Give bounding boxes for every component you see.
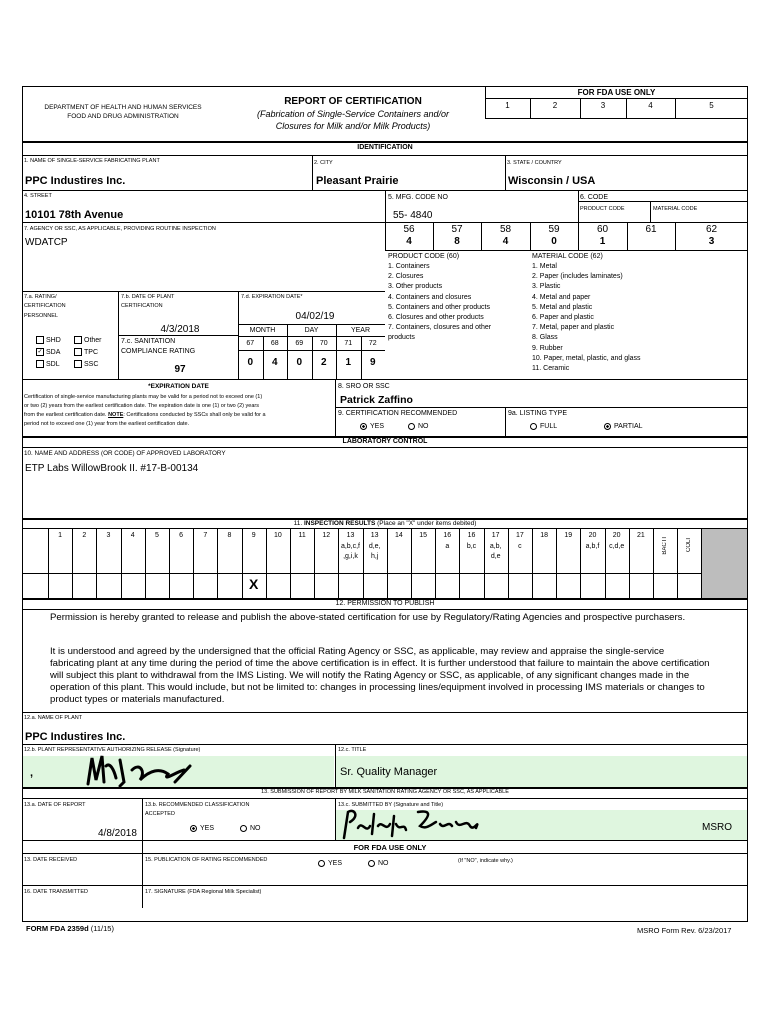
code-col-57: 57	[451, 224, 463, 235]
code-col-62: 62	[705, 224, 718, 235]
year-header: YEAR	[350, 327, 371, 334]
inspection-sub: a,b,f	[585, 543, 600, 550]
fda-col-1: 1	[505, 101, 510, 110]
inspection-sub: a,b,c,f ,g,i,k	[340, 543, 361, 560]
exp-digit: 1	[345, 357, 352, 368]
listing-full-radio[interactable]	[530, 423, 537, 430]
mfg-code-value: 55- 4840	[393, 210, 433, 221]
date-received-label: 13. DATE RECEIVED	[24, 857, 78, 863]
exp-divider	[263, 336, 264, 379]
inspection-divider	[314, 528, 315, 598]
inspection-divider	[193, 528, 194, 598]
code-value-59: 0	[551, 236, 557, 247]
inspection-divider	[532, 528, 533, 598]
sdl-checkbox[interactable]	[36, 360, 44, 368]
inspection-divider	[387, 528, 388, 598]
plant-name-value: PPC Industires Inc.	[25, 175, 126, 187]
code-value-57: 8	[454, 236, 460, 247]
inspection-col-20: 20	[612, 532, 621, 539]
inspection-col-3: 3	[106, 532, 111, 539]
code-divider	[530, 222, 531, 250]
exp-divider	[287, 324, 288, 379]
inspection-sub: c	[518, 543, 522, 550]
product-code-item: 2. Closures	[388, 273, 424, 281]
inspection-divider	[169, 528, 170, 598]
title-label: 12.c. TITLE	[338, 747, 367, 753]
fda-col-divider	[675, 98, 676, 119]
date-transmitted-label: 16. DATE TRANSMITTED	[24, 889, 88, 895]
exp-col-68: 68	[270, 340, 279, 347]
material-code-item: 8. Glass	[532, 334, 558, 342]
inspection-col-21: 21	[636, 532, 645, 539]
shd-checkbox[interactable]	[36, 336, 44, 344]
recommended-yes-radio[interactable]	[360, 423, 367, 430]
inspection-title: 11. INSPECTION RESULTS (Place an "X" under items debited)	[293, 520, 477, 527]
tpc-checkbox-row[interactable]: TPC	[74, 348, 98, 357]
inspection-col-6: 6	[179, 532, 184, 539]
other-checkbox[interactable]	[74, 336, 82, 344]
fda-use-only-bottom: FOR FDA USE ONLY	[353, 843, 427, 852]
inspection-divider	[121, 528, 122, 598]
inspection-divider	[363, 528, 364, 598]
exp-note-4: period not to exceed one (1) year from the earliest certification date.	[24, 421, 190, 427]
product-code-item: products	[388, 334, 415, 342]
plant-name-12a-value: PPC Industires Inc.	[25, 731, 126, 743]
sro-value: Patrick Zaffino	[340, 394, 413, 406]
inspection-divider	[96, 528, 97, 598]
sro-label: 8. SRO OR SSC	[338, 383, 390, 390]
form-subtitle-2: Closures for Milk and/or Milk Products)	[275, 121, 431, 131]
inspection-sub: b,c	[466, 543, 477, 550]
inspection-col-10: 10	[273, 532, 282, 539]
exp-col-71: 71	[344, 340, 353, 347]
publication-no-radio[interactable]	[368, 860, 375, 867]
code-divider	[627, 222, 628, 250]
accepted-no-radio[interactable]	[240, 825, 247, 832]
inspection-divider	[580, 528, 581, 598]
fda-signature-label: 17. SIGNATURE (FDA Regional Milk Specialist)	[145, 889, 262, 895]
street-label: 4. STREET	[24, 193, 52, 199]
exp-note-title: *EXPIRATION DATE	[148, 383, 209, 390]
fda-col-5: 5	[709, 101, 714, 110]
material-code-item: 7. Metal, paper and plastic	[532, 324, 615, 332]
inspection-col-18: 18	[540, 532, 548, 539]
material-code-item: 3. Plastic	[532, 283, 561, 291]
inspection-divider	[556, 528, 557, 598]
exp-note-3: from the earliest certification date. NOTE: Certifications conducted by SSCs shall only be valid for a	[24, 412, 266, 418]
exp-digit: 4	[271, 357, 278, 368]
listing-partial-radio[interactable]	[604, 423, 611, 430]
inspection-divider	[48, 528, 49, 598]
fda-use-only-title: FOR FDA USE ONLY	[577, 88, 656, 97]
inspection-divider	[145, 528, 146, 598]
inspection-divider	[653, 528, 654, 598]
shaded-cell	[702, 529, 747, 598]
material-code-list-title: MATERIAL CODE (62)	[532, 253, 603, 260]
permission-label: 12. PERMISSION TO PUBLISH	[335, 600, 435, 607]
material-code-item: 1. Metal	[532, 263, 557, 270]
inspection-col-4: 4	[130, 532, 135, 539]
exp-divider	[361, 336, 362, 379]
code-divider	[578, 222, 579, 250]
sanitation-value: 97	[174, 364, 186, 375]
tpc-checkbox[interactable]	[74, 348, 82, 356]
department-line1: DEPARTMENT OF HEALTH AND HUMAN SERVICES	[44, 104, 202, 111]
lab-value: ETP Labs WillowBrook II. #17-B-00134	[25, 463, 199, 474]
submitted-signature-image	[340, 804, 490, 844]
code-col-60: 60	[596, 224, 609, 235]
submitted-by-label: 13.c. SUBMITTED BY (Signature and Title)	[338, 802, 444, 808]
inspection-divider	[72, 528, 73, 598]
cert-date-value: 4/3/2018	[160, 324, 200, 335]
material-code-item: 4. Metal and paper	[532, 293, 591, 301]
title-value: Sr. Quality Manager	[340, 766, 438, 778]
inspection-col-2: 2	[82, 532, 87, 539]
inspection-col-14: 14	[394, 532, 403, 539]
if-no-note: (If "NO", indicate why.)	[458, 858, 513, 864]
inspection-col-7: 7	[203, 532, 208, 539]
department-line2: FOOD AND DRUG ADMINISTRATION	[67, 113, 179, 120]
sda-checkbox-row[interactable]: ✓ SDA	[37, 349, 61, 356]
product-code-item: 4. Containers and closures	[388, 293, 472, 301]
inspection-col-13: 13	[370, 532, 379, 539]
listing-label: 9a. LISTING TYPE	[508, 410, 568, 417]
sda-checkbox[interactable]: ✓	[37, 349, 43, 356]
fda-col-3: 3	[600, 101, 606, 110]
recommended-label: 9. CERTIFICATION RECOMMENDED	[338, 410, 458, 417]
code-divider	[433, 222, 434, 250]
code-value-56: 4	[406, 236, 412, 247]
inspection-col-17: 17	[515, 532, 524, 539]
sanitation-label-1: 7.c. SANITATION	[121, 338, 176, 345]
inspection-divider	[22, 573, 701, 574]
code-col-58: 58	[499, 224, 512, 235]
exp-note-1: Certification of single-service manufacturing plants may be valid for a period not to exceed one (1)	[24, 394, 263, 400]
exp-divider	[312, 336, 313, 379]
rating-label-3: PERSONNEL	[24, 313, 58, 319]
product-code-item: 1. Containers	[388, 263, 430, 270]
inspection-divider	[290, 528, 291, 598]
inspection-sub: c,d,e	[609, 543, 625, 550]
plant-name-label: 1. NAME OF SINGLE-SERVICE FABRICATING PLANT	[24, 158, 160, 164]
material-code-item: 2. Paper (includes laminates)	[532, 273, 623, 281]
inspection-divider	[217, 528, 218, 598]
inspection-divider	[484, 528, 485, 598]
inspection-sub: d,e, h,j	[368, 543, 381, 560]
exp-note-2: or two (2) years from the earliest certification date. The expiration date is one (1) or two (2) years	[24, 403, 259, 409]
code-divider	[675, 222, 676, 250]
publication-label: 15. PUBLICATION OF RATING RECOMMENDED	[145, 857, 268, 863]
coli-label: COLI	[686, 538, 693, 553]
exp-divider	[336, 324, 337, 379]
code-divider	[481, 222, 482, 250]
exp-digit: 2	[320, 357, 327, 368]
expiration-label: 7.d. EXPIRATION DATE*	[241, 294, 303, 300]
bacti-label: BACTI	[662, 537, 668, 555]
permission-para-2: It is understood and agreed by the undersigned that the official Rating Agency or SSC, as applicable, may review and appraise the single-service fabricating plant at any time during the period of time the above certification is in effect. It is further understood that failure to maintain the above certification will subject this plant to withdrawal from the IMS Listing. We will notify the Rating Agency or SSC, as applicable, of any significant changes made in the operation of this plant. This would include, but not be limited to: changes in processing lines/equipment involved in processing IMS materials or changes to product types or materials manufactured.	[50, 646, 710, 705]
exp-digit: 0	[247, 357, 254, 368]
other-checkbox-row[interactable]: Other	[74, 336, 102, 345]
form-revision: MSRO Form Rev. 6/23/2017	[637, 926, 732, 935]
plant-name-12a-label: 12.a. NAME OF PLANT	[24, 715, 83, 721]
state-value: Wisconsin / USA	[508, 175, 596, 187]
submission-label: 13. SUBMISSION OF REPORT BY MILK SANITATION RATING AGENCY OR SSC, AS APPLICABLE	[261, 789, 509, 795]
inspection-divider	[266, 528, 267, 598]
ssc-checkbox-row[interactable]: SSC	[74, 360, 98, 369]
material-code-label: MATERIAL CODE	[653, 206, 698, 212]
exp-divider	[238, 350, 385, 351]
inspection-divider	[435, 528, 436, 598]
accepted-yes[interactable]: YES	[190, 824, 214, 833]
agency-value: WDATCP	[25, 237, 68, 248]
city-value: Pleasant Prairie	[316, 175, 399, 187]
fda-col-divider	[580, 98, 581, 119]
exp-col-69: 69	[295, 340, 304, 347]
rep-signature-label: 12.b. PLANT REPRESENTATIVE AUTHORIZING RELEASE (Signature)	[24, 747, 201, 753]
product-code-label: PRODUCT CODE	[580, 206, 625, 212]
fda-col-divider	[530, 98, 531, 119]
fda-col-divider	[626, 98, 627, 119]
permission-para-1: Permission is hereby granted to release and publish the above-stated certification for use by Regulatory/Rating Agencies and prospective purchasers.	[50, 612, 686, 623]
material-code-item: 5. Metal and plastic	[532, 303, 593, 311]
date-of-report-label: 13.a. DATE OF REPORT	[24, 802, 86, 808]
date-of-report-value: 4/8/2018	[98, 828, 137, 839]
inspection-col-1: 1	[58, 532, 63, 539]
submitted-title-value: MSRO	[702, 822, 732, 833]
code-col-59: 59	[548, 224, 560, 235]
product-code-item: 3. Other products	[388, 283, 443, 291]
street-value: 10101 78th Avenue	[25, 209, 124, 221]
inspection-col-16: 16	[467, 532, 476, 539]
fda-col-2: 2	[552, 101, 558, 110]
rep-signature-image	[80, 752, 210, 790]
rating-label-2: CERTIFICATION	[24, 303, 66, 309]
recommended-no[interactable]: NO	[408, 422, 429, 431]
inspection-divider	[411, 528, 412, 598]
sanitation-label-2: COMPLIANCE RATING	[121, 348, 196, 355]
classification-label-1: 13.b. RECOMMENDED CLASSIFICATION	[145, 802, 250, 808]
material-code-item: 11. Ceramic	[532, 365, 570, 372]
form-number: FORM FDA 2359d (11/15)	[26, 924, 114, 933]
inspection-mark-9: X	[249, 576, 259, 592]
code-value-62: 3	[708, 236, 715, 247]
lab-label: 10. NAME AND ADDRESS (OR CODE) OF APPROVED LABORATORY	[24, 450, 226, 457]
cert-date-label-2: CERTIFICATION	[121, 303, 163, 309]
code-col-56: 56	[403, 224, 415, 235]
inspection-divider	[605, 528, 606, 598]
material-code-item: 10. Paper, metal, plastic, and glass	[532, 354, 641, 362]
exp-digit: 9	[369, 357, 376, 368]
ssc-checkbox[interactable]	[74, 360, 82, 368]
product-code-item: 5. Containers and other products	[388, 303, 490, 311]
publication-no[interactable]: NO	[368, 859, 389, 868]
inspection-sub: a	[445, 543, 450, 550]
fda-col-4: 4	[648, 101, 653, 110]
publication-yes[interactable]: YES	[318, 859, 342, 868]
code-value-60: 1	[599, 236, 606, 247]
product-code-list-title: PRODUCT CODE (60)	[388, 253, 460, 260]
inspection-col-20: 20	[588, 532, 597, 539]
code-label: 6. CODE	[580, 194, 609, 201]
exp-col-72: 72	[368, 340, 377, 347]
agency-label: 7. AGENCY OR SSC, AS APPLICABLE, PROVIDING ROUTINE INSPECTION	[24, 226, 216, 232]
form-title: REPORT OF CERTIFICATION	[284, 96, 422, 107]
classification-label-2: ACCEPTED	[145, 811, 175, 817]
exp-col-70: 70	[319, 340, 328, 347]
inspection-col-15: 15	[419, 532, 427, 539]
inspection-divider	[459, 528, 460, 598]
month-header: MONTH	[249, 327, 276, 334]
lab-control-title: LABORATORY CONTROL	[342, 438, 428, 445]
inspection-col-17: 17	[491, 532, 500, 539]
product-code-item: 6. Closures and other products	[388, 314, 484, 321]
publication-yes-radio[interactable]	[318, 860, 325, 867]
identification-title: IDENTIFICATION	[357, 144, 413, 151]
shd-checkbox-row[interactable]: SHD	[36, 336, 61, 345]
listing-partial[interactable]: PARTIAL	[604, 422, 643, 431]
recommended-no-radio[interactable]	[408, 423, 415, 430]
material-code-item: 9. Rubber	[532, 344, 563, 352]
inspection-col-12: 12	[322, 532, 331, 539]
listing-full[interactable]: FULL	[530, 422, 557, 431]
accepted-yes-radio[interactable]	[190, 825, 197, 832]
inspection-col-11: 11	[298, 532, 306, 539]
inspection-col-5: 5	[154, 532, 159, 539]
form-subtitle-1: (Fabrication of Single-Service Containers and/or	[256, 109, 450, 119]
inspection-divider	[508, 528, 509, 598]
accepted-no[interactable]: NO	[240, 824, 261, 833]
code-col-61: 61	[645, 224, 657, 235]
inspection-col-8: 8	[227, 532, 232, 539]
exp-digit: 0	[296, 357, 303, 368]
inspection-divider	[338, 528, 339, 598]
expiration-value: 04/02/19	[295, 311, 335, 322]
signature-comma: ,	[30, 767, 34, 779]
mfg-code-label: 5. MFG. CODE NO	[388, 194, 448, 201]
inspection-sub: a,b, d,e	[489, 543, 502, 560]
day-header: DAY	[304, 327, 319, 334]
material-code-item: 6. Paper and plastic	[532, 314, 594, 321]
inspection-col-19: 19	[564, 532, 573, 539]
cert-date-label-1: 7.b. DATE OF PLANT	[121, 294, 175, 300]
state-label: 3. STATE / COUNTRY	[507, 160, 562, 166]
recommended-yes[interactable]: YES	[360, 422, 384, 431]
exp-col-67: 67	[246, 340, 255, 347]
city-label: 2. CITY	[314, 160, 333, 166]
product-code-item: 7. Containers, closures and other	[388, 324, 492, 332]
inspection-col-13: 13	[346, 532, 355, 539]
inspection-col-16: 16	[443, 532, 452, 539]
inspection-divider	[677, 528, 678, 598]
inspection-col-9: 9	[251, 532, 256, 539]
inspection-divider	[629, 528, 630, 598]
rating-label-1: 7.a. RATING/	[24, 294, 57, 300]
sdl-checkbox-row[interactable]: SDL	[36, 360, 60, 369]
code-value-58: 4	[502, 236, 509, 247]
